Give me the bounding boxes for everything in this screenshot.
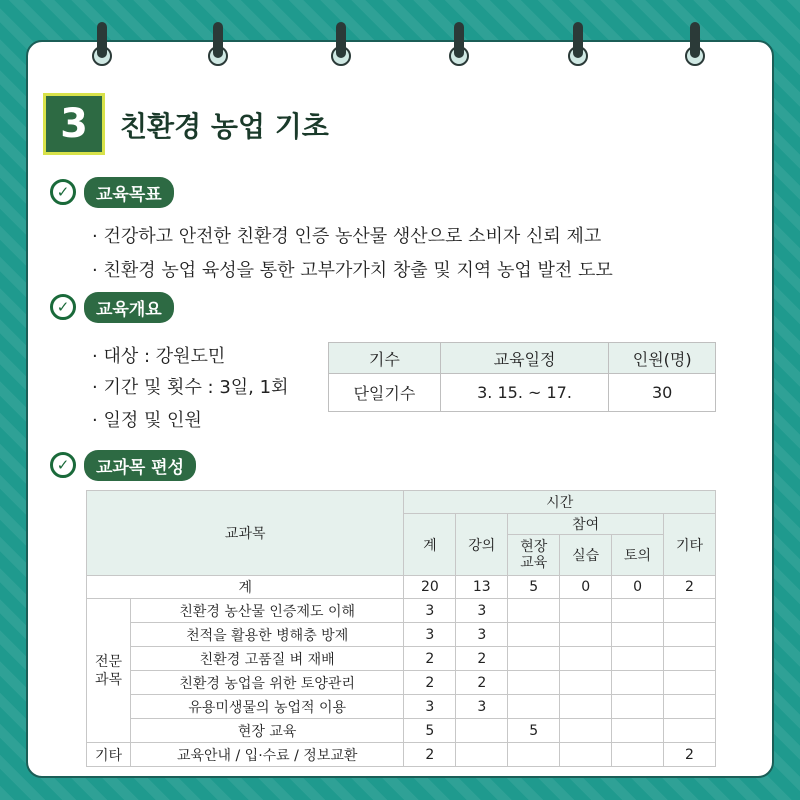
subject-name: 현장 교육 — [130, 719, 403, 743]
subject-name: 친환경 농산물 인증제도 이해 — [130, 599, 403, 623]
overview-item: · 대상 : 강원도민 — [92, 346, 226, 367]
cell-total: 3 — [404, 695, 456, 719]
cell-total: 2 — [404, 647, 456, 671]
cell-other — [664, 647, 716, 671]
subject-name: 천적을 활용한 병해충 방제 — [130, 623, 403, 647]
binder-ring-icon — [568, 22, 588, 66]
table-row — [87, 647, 716, 671]
cell-field — [508, 623, 560, 647]
cell-field — [508, 695, 560, 719]
cell-discussion — [612, 695, 664, 719]
cell-total: 2 — [404, 743, 456, 767]
cell-other — [664, 599, 716, 623]
group-major: 전문 과목 — [87, 599, 131, 743]
cell-field — [508, 647, 560, 671]
schedule-cell: 30 — [609, 374, 716, 412]
schedule-header-count: 인원(명) — [609, 343, 716, 374]
cell-lecture — [456, 743, 508, 767]
header-practice: 실습 — [560, 535, 612, 576]
cell-discussion — [612, 623, 664, 647]
header-subject: 교과목 — [87, 491, 404, 576]
subject-name: 친환경 고품질 벼 재배 — [130, 647, 403, 671]
cell-practice — [560, 743, 612, 767]
check-circle-icon: ✓ — [50, 179, 76, 205]
group-other: 기타 — [87, 743, 131, 767]
table-row — [87, 743, 716, 767]
schedule-cell: 단일기수 — [329, 374, 441, 412]
section-overview-header — [50, 292, 174, 322]
cell-total: 3 — [404, 599, 456, 623]
table-row — [87, 623, 716, 647]
cell-lecture: 3 — [456, 623, 508, 647]
goal-item: · 친환경 농업 육성을 통한 고부가가치 창출 및 지역 농업 발전 도모 — [92, 260, 613, 281]
cell-field: 5 — [508, 719, 560, 743]
cell-lecture — [456, 719, 508, 743]
header-total: 계 — [404, 514, 456, 576]
cell-field — [508, 743, 560, 767]
subject-name: 유용미생물의 농업적 이용 — [130, 695, 403, 719]
header-field: 현장 교육 — [508, 535, 560, 576]
cell-lecture: 2 — [456, 671, 508, 695]
binder-ring-icon — [208, 22, 228, 66]
cell-total: 3 — [404, 623, 456, 647]
total-value: 13 — [456, 576, 508, 599]
cell-practice — [560, 719, 612, 743]
section-number: 3 — [43, 93, 105, 155]
table-row — [87, 671, 716, 695]
check-circle-icon: ✓ — [50, 294, 76, 320]
cell-total: 2 — [404, 671, 456, 695]
cell-other — [664, 695, 716, 719]
section-curriculum-label: 교과목 편성 — [84, 450, 196, 481]
table-row — [87, 599, 716, 623]
total-row — [87, 576, 716, 599]
total-value: 0 — [612, 576, 664, 599]
binder-ring-icon — [331, 22, 351, 66]
schedule-header-dates: 교육일정 — [440, 343, 609, 374]
cell-field — [508, 599, 560, 623]
cell-other — [664, 623, 716, 647]
header-lecture: 강의 — [456, 514, 508, 576]
overview-item: · 일정 및 인원 — [92, 410, 202, 431]
schedule-header-cohort: 기수 — [329, 343, 441, 374]
binder-ring-icon — [449, 22, 469, 66]
table-row — [87, 719, 716, 743]
table-row — [87, 695, 716, 719]
page-title: 친환경 농업 기초 — [120, 110, 329, 143]
cell-discussion — [612, 599, 664, 623]
cell-total: 5 — [404, 719, 456, 743]
cell-discussion — [612, 647, 664, 671]
cell-other — [664, 719, 716, 743]
cell-discussion — [612, 719, 664, 743]
curriculum-table — [86, 490, 716, 767]
cell-discussion — [612, 743, 664, 767]
cell-other: 2 — [664, 743, 716, 767]
binder-ring-icon — [685, 22, 705, 66]
schedule-table — [328, 342, 716, 412]
section-overview-label: 교육개요 — [84, 292, 174, 323]
total-value: 0 — [560, 576, 612, 599]
header-participation: 참여 — [508, 514, 664, 535]
goal-item: · 건강하고 안전한 친환경 인증 농산물 생산으로 소비자 신뢰 제고 — [92, 226, 602, 247]
section-goals-label: 교육목표 — [84, 177, 174, 208]
overview-item: · 기간 및 횟수 : 3일, 1회 — [92, 377, 289, 398]
section-goals-header — [50, 177, 174, 207]
total-value: 2 — [664, 576, 716, 599]
check-circle-icon: ✓ — [50, 452, 76, 478]
cell-practice — [560, 695, 612, 719]
cell-practice — [560, 599, 612, 623]
header-other: 기타 — [664, 514, 716, 576]
total-value: 5 — [508, 576, 560, 599]
cell-practice — [560, 671, 612, 695]
cell-field — [508, 671, 560, 695]
cell-practice — [560, 623, 612, 647]
schedule-cell: 3. 15. ~ 17. — [440, 374, 609, 412]
section-curriculum-header — [50, 450, 196, 480]
total-value: 20 — [404, 576, 456, 599]
subject-name: 교육안내 / 입·수료 / 정보교환 — [130, 743, 403, 767]
cell-discussion — [612, 671, 664, 695]
binder-ring-icon — [92, 22, 112, 66]
cell-other — [664, 671, 716, 695]
cell-practice — [560, 647, 612, 671]
header-discussion: 토의 — [612, 535, 664, 576]
cell-lecture: 3 — [456, 599, 508, 623]
cell-lecture: 3 — [456, 695, 508, 719]
header-time: 시간 — [404, 491, 716, 514]
total-label: 계 — [87, 576, 404, 599]
subject-name: 친환경 농업을 위한 토양관리 — [130, 671, 403, 695]
cell-lecture: 2 — [456, 647, 508, 671]
